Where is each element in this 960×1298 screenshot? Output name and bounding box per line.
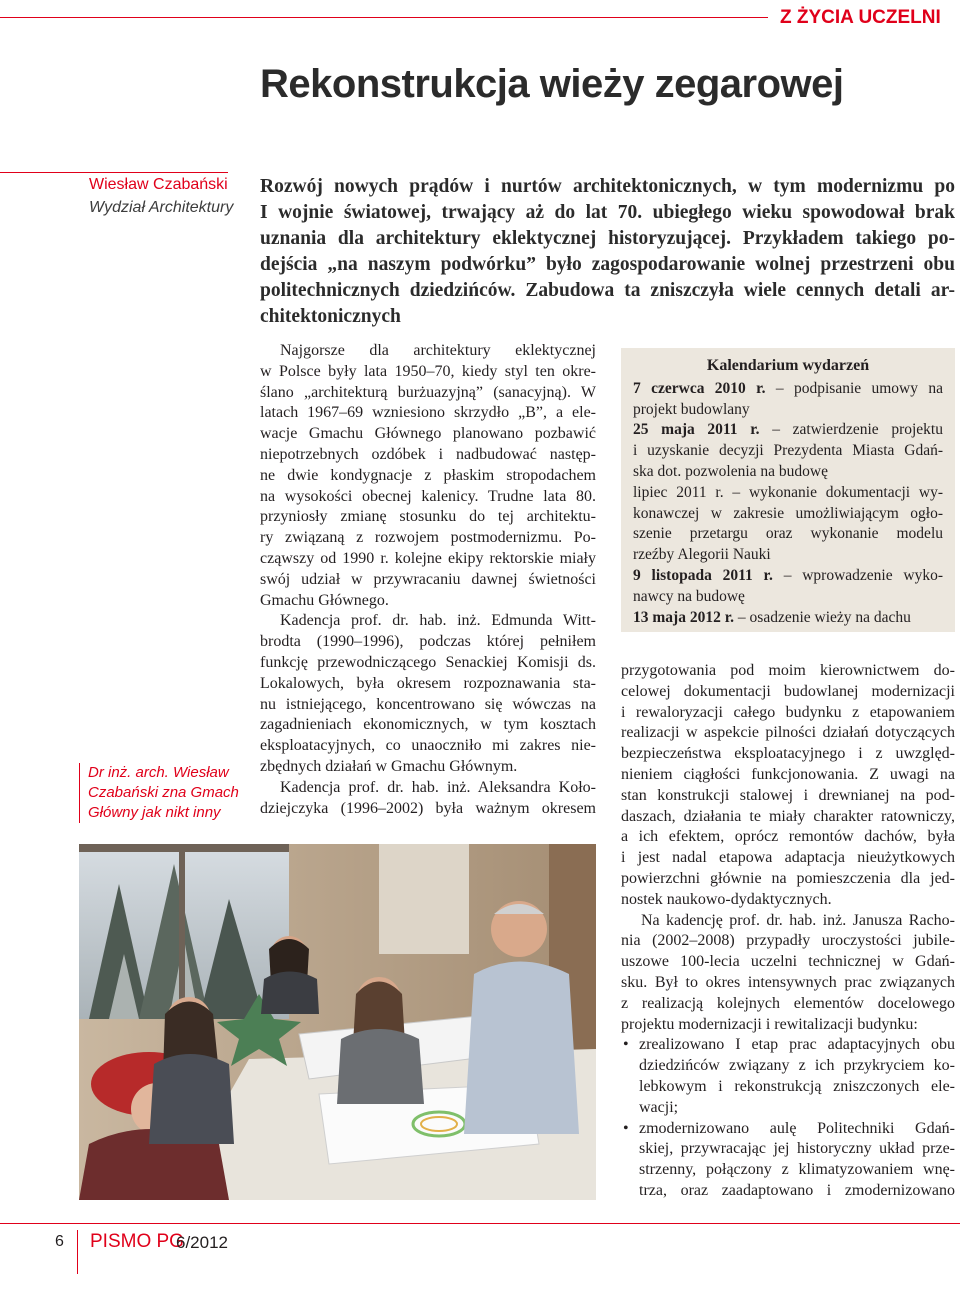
body-line: przygotowania pod moim kierownictwem do- <box>621 662 955 679</box>
calendar-line <box>633 524 943 545</box>
caption-line: Dr inż. arch. Wiesław <box>88 764 229 781</box>
calendar-text: nawcy na budowę <box>633 587 745 605</box>
body-line: nia (2002–2008) przypadły uroczystości jubile- <box>621 932 955 950</box>
body-line: przyniosły zmianę stosunku do tej architektu- <box>260 508 596 526</box>
body-line: nostek naukowo-dydaktycznych. <box>621 890 832 908</box>
lead-line: Rozwój nowych prądów i nurtów architektonicznych, w tym modernizmu po <box>260 176 955 197</box>
photo-caption <box>79 763 240 823</box>
body-line: celowej dokumentacji budowlanej modernizacji <box>621 682 955 700</box>
body-line: funkcję przewodniczącego Senackiej Komisji ds. <box>260 653 596 671</box>
calendar-date: 7 czerwca 2010 r. <box>633 379 766 397</box>
lead-line: politechnicznych dziedzińców. Zabudowa ta zniszczyła wiele cennych detali ar- <box>260 280 955 301</box>
calendar-line <box>633 587 943 608</box>
bullet-item <box>621 1119 955 1202</box>
bullet-list <box>621 1035 955 1201</box>
calendar-text: lipiec 2011 r. – wykonanie dokumentacji wy- <box>633 483 943 501</box>
body-line: nieniem ciągłości funkcjonowania. Z uwagi na <box>621 765 955 783</box>
calendar-date: 9 listopada 2011 r. <box>633 566 773 584</box>
body-line: na wysokości obecnej kalenicy. Trudne lata 80. <box>260 487 596 505</box>
author-department: Wydział Architektury <box>89 199 234 216</box>
bullet-line: lebkowym i rekonstrukcją zniszczonych ele- <box>639 1077 955 1095</box>
bullet-line: skiej, przywracając jej historyczny układ prze- <box>639 1140 955 1158</box>
body-line: brodta (1990–1996), podczas której pełniłem <box>260 633 596 651</box>
bullet-line: zrealizowano I etap prac adaptacyjnych obu <box>639 1036 955 1054</box>
body-line: Na kadencję prof. dr. hab. inż. Janusza Racho- <box>641 911 955 929</box>
body-line: ne dwie kondygnacje z płaskim stropodachem <box>260 466 596 484</box>
calendar-line <box>633 545 943 566</box>
footer-rule <box>0 1223 960 1224</box>
calendar-text: – zatwierdzenie projektu <box>759 421 943 439</box>
calendar-line <box>633 462 943 483</box>
body-line: latach 1967–69 wzniesiono skrzydło „B”, a ele- <box>260 404 596 422</box>
body-line: zagadnieniach ekonomicznych, w tym kosztach <box>260 716 596 734</box>
issue-number: 6/2012 <box>176 1233 228 1252</box>
calendar-line <box>633 608 943 629</box>
bullet-line: dziedzińców związany z ich przykryciem ko- <box>639 1057 955 1075</box>
body-line: cząwszy od 1990 r. kolejne ekipy rektorskie miały <box>260 549 596 567</box>
body-line: Gmachu Głównego. <box>260 591 389 609</box>
bullet-marker: • <box>623 1036 629 1054</box>
calendar-date: 13 maja 2012 r. <box>633 608 735 626</box>
calendar-text: konawczej w zakresie umożliwiającym ogło- <box>633 504 943 522</box>
body-line: Najgorsze dla architektury eklektycznej <box>280 342 596 359</box>
body-line: swój udział w przywracaniu dawnej świetności <box>260 570 596 588</box>
lead-line: chitektonicznych <box>260 306 401 327</box>
page-number: 6 <box>55 1233 64 1250</box>
lead-line: dejścia „na naszym podwórku” było zagospodarowanie wolnej przestrzeni obu <box>260 254 955 275</box>
body-line: Kadencja prof. dr. hab. inż. Aleksandra Koło- <box>280 778 596 796</box>
body-line: ry związaną z rozwojem postmodernizmu. Po- <box>260 529 596 547</box>
body-column-right <box>621 661 955 1202</box>
calendar-text: i uzyskanie decyzji Prezydenta Miasta Gdań- <box>633 442 943 460</box>
lead-line: uznania dla architektury eklektycznej historyzującej. Przykładem takiego po- <box>260 228 955 249</box>
calendar-line <box>633 441 943 462</box>
body-line: projektu modernizacji i rewitalizacji budynku: <box>621 1015 918 1033</box>
body-line: i rewaloryzacji całego budynku z etapowaniem <box>621 703 955 721</box>
body-line: daszach, działania te miały charakter ratowniczy, <box>621 807 955 825</box>
calendar-line <box>633 379 943 400</box>
body-line: realizacji w aspekcie pilności działań dotyczących <box>621 724 955 742</box>
body-line: stan konstrukcji stalowej i drewnianej na pod- <box>621 786 955 804</box>
calendar-line <box>633 483 943 504</box>
caption-line: Główny jak nikt inny <box>88 804 221 821</box>
header-rule <box>0 17 768 18</box>
section-label: Z ŻYCIA UCZELNI <box>780 7 941 28</box>
lead-paragraph <box>260 174 955 330</box>
caption-line: Czabański zna Gmach <box>88 784 239 801</box>
bullet-item <box>621 1035 955 1118</box>
body-line: sku. Był to okres intensywnych prac związanych <box>621 973 955 991</box>
calendar-title: Kalendarium wydarzeń <box>706 357 870 374</box>
body-line: w Polsce były lata 1950–70, kiedy styl ten okre- <box>260 362 596 380</box>
meeting-photo-image <box>79 844 596 1200</box>
article-title: Rekonstrukcja wieży zegarowej <box>260 62 844 106</box>
body-column-middle <box>260 341 596 819</box>
body-line: niepotrzebnych ozdóbek i nadbudować następ- <box>260 445 596 463</box>
body-line: i jest nadal etapowa adaptacja nieużytkowych <box>621 849 955 867</box>
calendar-line <box>633 566 943 587</box>
calendar-text: – wprowadzenie wyko- <box>772 566 944 584</box>
body-line: Lokalowych, była okresem rozpoznawania sta- <box>260 674 596 692</box>
body-line: z realizacją kolejnych elementów docelowego <box>621 994 955 1012</box>
calendar-text: – podpisanie umowy na <box>765 379 943 397</box>
bullet-line: trza, oraz zaadaptowano i zmodernizowano <box>639 1181 955 1199</box>
calendar-text: rzeźby Alegorii Nauki <box>633 546 771 564</box>
body-line: nu istniejącego, koncentrowano się wówczas na <box>260 695 596 713</box>
body-line: bezpieczeństwa eksploatacyjnego i z uwzględ- <box>621 745 955 763</box>
bullet-line: zmodernizowano aulę Politechniki Gdań- <box>639 1119 955 1137</box>
bullet-marker: • <box>623 1119 629 1137</box>
body-line: eksploatacyjnych, co unaoczniło mi zakres nie- <box>260 737 596 755</box>
calendar-line <box>633 400 943 421</box>
body-line: ślano „architekturą burżuazyjną” (sanacyjną). W <box>260 383 596 401</box>
meeting-photo <box>79 844 596 1200</box>
calendar-box <box>621 348 955 632</box>
calendar-line <box>633 504 943 525</box>
magazine-name: PISMO PG <box>90 1231 184 1252</box>
body-line: uszowe 100-lecia uczelni technicznej w Gdań- <box>621 953 955 971</box>
author-name: Wiesław Czabański <box>89 176 228 193</box>
bullet-line: strzenny, połączony z klimatyzowaniem wnę- <box>639 1161 955 1179</box>
footer-divider <box>77 1230 78 1274</box>
calendar-date: 25 maja 2011 r. <box>633 421 760 439</box>
calendar-text: ska dot. pozwolenia na budowę <box>633 462 828 480</box>
lead-line: I wojnie światowej, trwający aż do lat 70. ubiegłego wieku spowodował brak <box>260 202 955 223</box>
body-line: dziejczyka (1996–2002) była ważnym okresem <box>260 799 596 817</box>
calendar-text: szenie przetargu oraz wykonanie modelu <box>633 525 943 543</box>
body-line: Kadencja prof. dr. hab. inż. Edmunda Witt- <box>280 612 596 630</box>
body-line: a ich efektem, oprócz remontów dachów, była <box>621 828 955 846</box>
calendar-line <box>633 420 943 441</box>
body-line: wacje Gmachu Głównego planowano pozbawić <box>260 425 596 443</box>
bullet-line: wacji; <box>639 1098 679 1116</box>
calendar-text: projekt budowlany <box>633 400 750 418</box>
author-rule <box>0 172 228 173</box>
calendar-text: – osadzenie wieży na dachu <box>734 608 911 626</box>
body-line: zbędnych działań w Gmachu Głównym. <box>260 757 518 775</box>
body-line: powierzchni głównie na pomieszczenia dla jed- <box>621 869 955 887</box>
